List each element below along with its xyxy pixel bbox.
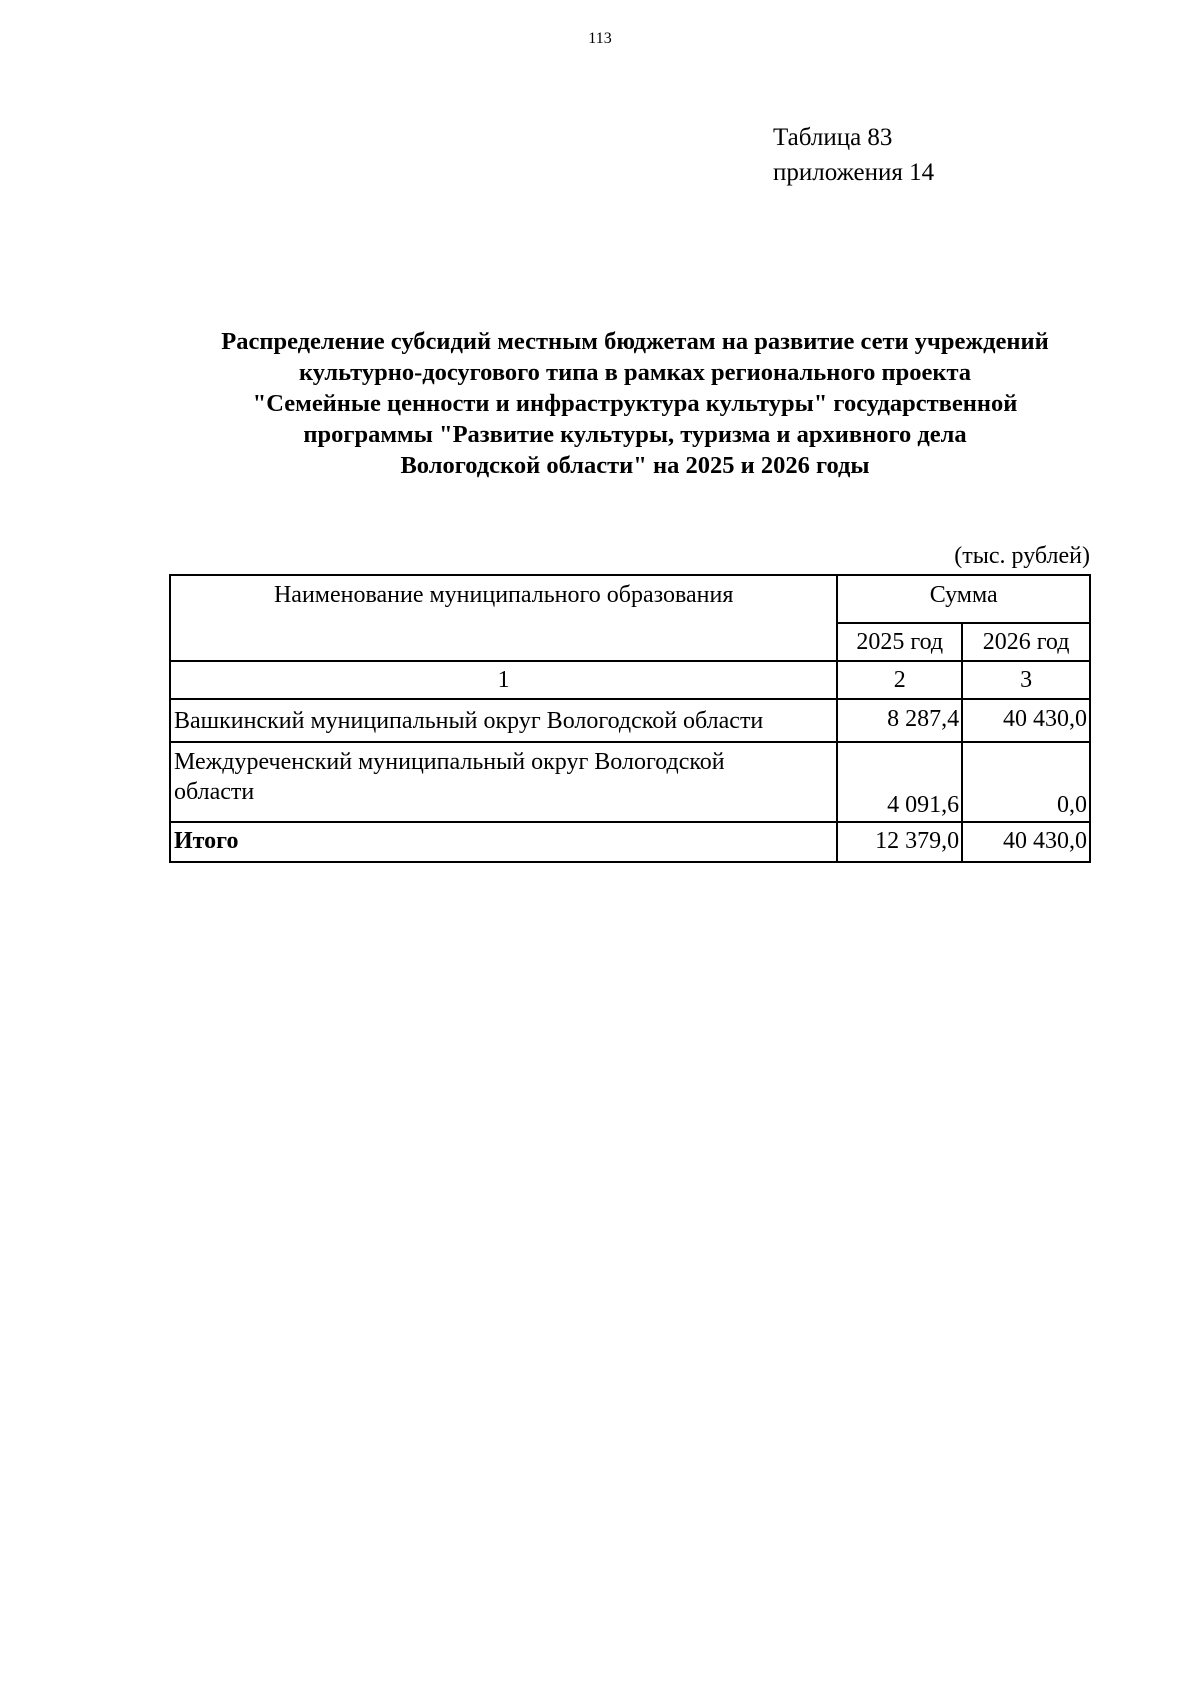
total-label: Итого xyxy=(170,822,837,862)
title-line: программы "Развитие культуры, туризма и архивного дела xyxy=(303,421,967,448)
header-municipality-name: Наименование муниципального образования xyxy=(170,575,837,661)
appendix-number-label: приложения 14 xyxy=(773,159,935,186)
municipality-name-line: Междуреченский муниципальный округ Вологодской xyxy=(174,749,725,775)
subsidies-table xyxy=(169,574,1091,863)
municipality-name: Вашкинский муниципальный округ Вологодской области xyxy=(170,699,837,742)
table-number-label: Таблица 83 xyxy=(773,124,893,151)
municipality-name-line: области xyxy=(174,779,255,805)
column-number: 1 xyxy=(170,661,837,699)
page-number: 113 xyxy=(588,30,612,47)
amount-2025: 8 287,4 xyxy=(837,699,962,742)
amount-2026: 0,0 xyxy=(962,742,1090,822)
header-sum: Сумма xyxy=(837,575,1090,623)
unit-label: (тыс. рублей) xyxy=(954,543,1090,569)
title-line: "Семейные ценности и инфраструктура культуры" государственной xyxy=(252,390,1018,417)
amount-2025: 4 091,6 xyxy=(837,742,962,822)
total-row xyxy=(170,822,1090,862)
total-2026: 40 430,0 xyxy=(962,822,1090,862)
municipality-name xyxy=(170,742,837,822)
title-line: Распределение субсидий местным бюджетам на развитие сети учреждений xyxy=(221,328,1049,355)
table-row xyxy=(170,742,1090,822)
column-numbers-row xyxy=(170,661,1090,699)
appendix-note xyxy=(773,120,934,190)
column-number: 3 xyxy=(962,661,1090,699)
table-row xyxy=(170,699,1090,742)
title-line: Вологодской области" на 2025 и 2026 годы xyxy=(400,452,870,479)
header-year-2025: 2025 год xyxy=(837,623,962,661)
column-number: 2 xyxy=(837,661,962,699)
table-header-row xyxy=(170,575,1090,623)
total-2025: 12 379,0 xyxy=(837,822,962,862)
document-title xyxy=(160,326,1110,481)
header-year-2026: 2026 год xyxy=(962,623,1090,661)
title-line: культурно-досугового типа в рамках регионального проекта xyxy=(298,359,972,386)
amount-2026: 40 430,0 xyxy=(962,699,1090,742)
